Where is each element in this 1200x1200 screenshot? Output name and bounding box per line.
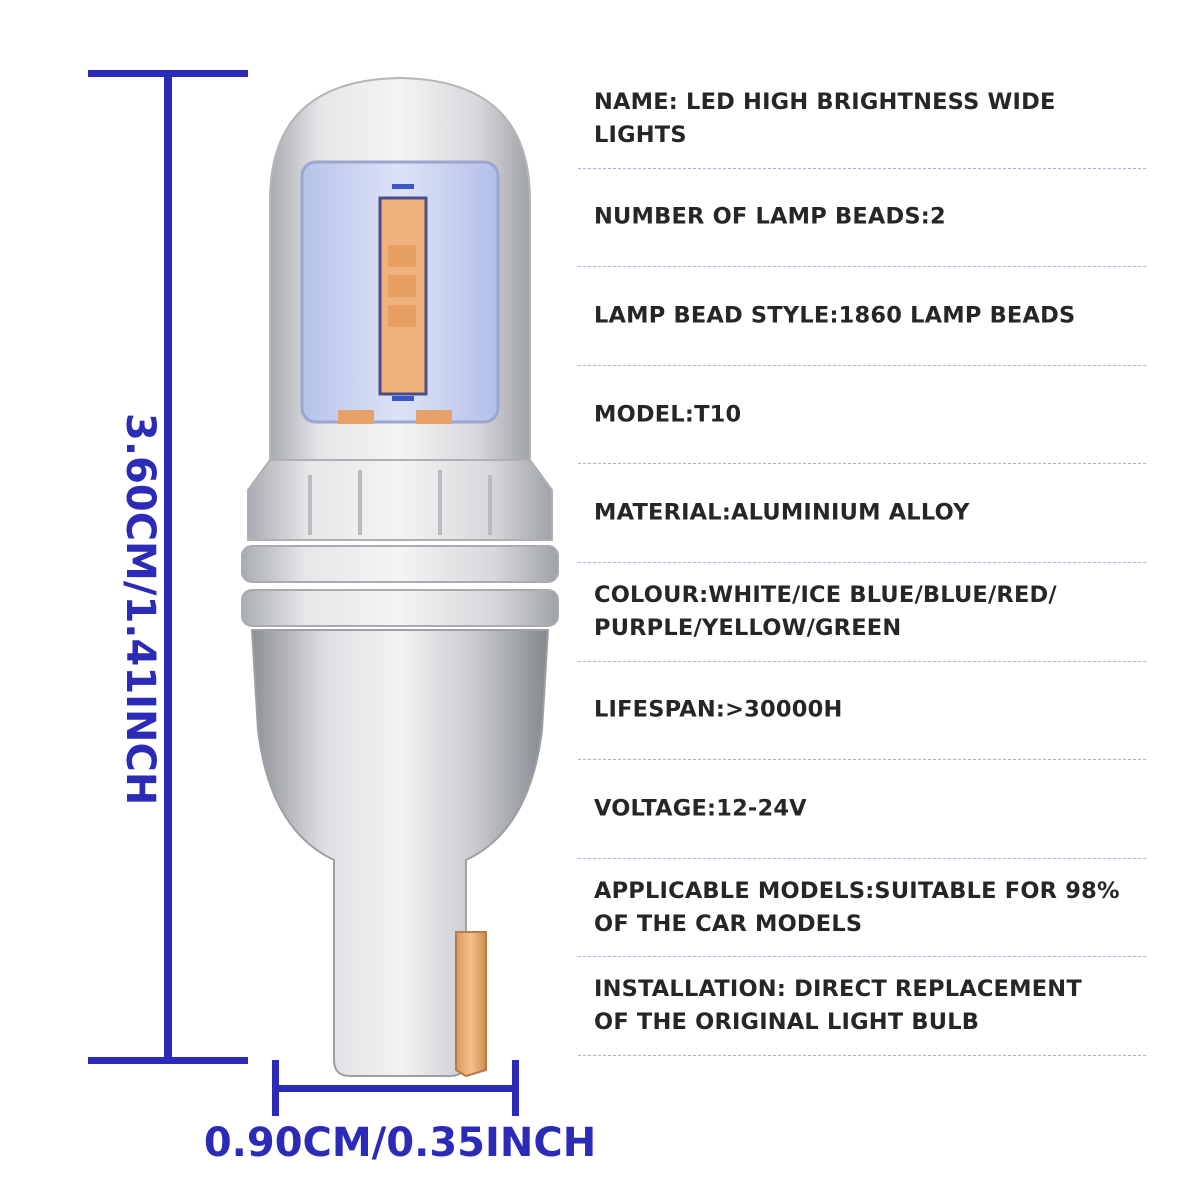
spec-text-lamp-beads: NUMBER OF LAMP BEADS:2 — [594, 203, 946, 230]
spec-row-voltage — [578, 760, 1146, 859]
spec-text-voltage: VOLTAGE:12-24V — [594, 795, 807, 822]
spec-row-bead-style — [578, 267, 1146, 366]
spec-row-applicable-models — [578, 859, 1146, 958]
spec-row-name — [578, 70, 1146, 169]
spec-text-lifespan: LIFESPAN:>30000H — [594, 696, 843, 723]
spec-row-lamp-beads — [578, 169, 1146, 268]
t10-led-bulb-icon — [230, 70, 570, 1080]
height-dimension-line — [164, 70, 172, 1064]
spec-row-model — [578, 366, 1146, 465]
height-dimension-label: 3.60CM/1.41INCH — [117, 413, 163, 806]
spec-text-material: MATERIAL:ALUMINIUM ALLOY — [594, 499, 970, 526]
spec-text-colour: COLOUR:WHITE/ICE BLUE/BLUE/RED/ PURPLE/YELLOW/GREEN — [594, 581, 1057, 641]
spec-row-lifespan — [578, 662, 1146, 761]
spec-text-name: NAME: LED HIGH BRIGHTNESS WIDE LIGHTS — [594, 88, 1056, 148]
spec-text-bead-style: LAMP BEAD STYLE:1860 LAMP BEADS — [594, 302, 1076, 329]
spec-row-colour — [578, 563, 1146, 662]
height-dimension-bottom-cap — [88, 1057, 248, 1064]
spec-list — [578, 70, 1146, 1056]
spec-text-model: MODEL:T10 — [594, 401, 742, 428]
spec-text-applicable-models: APPLICABLE MODELS:SUITABLE FOR 98% OF THE CAR MODELS — [594, 877, 1120, 937]
spec-row-material — [578, 464, 1146, 563]
width-dimension-label: 0.90CM/0.35INCH — [203, 1120, 597, 1166]
spec-row-installation — [578, 957, 1146, 1056]
width-dimension-line — [272, 1085, 519, 1092]
spec-text-installation: INSTALLATION: DIRECT REPLACEMENT OF THE ORIGINAL LIGHT BULB — [594, 976, 1082, 1036]
